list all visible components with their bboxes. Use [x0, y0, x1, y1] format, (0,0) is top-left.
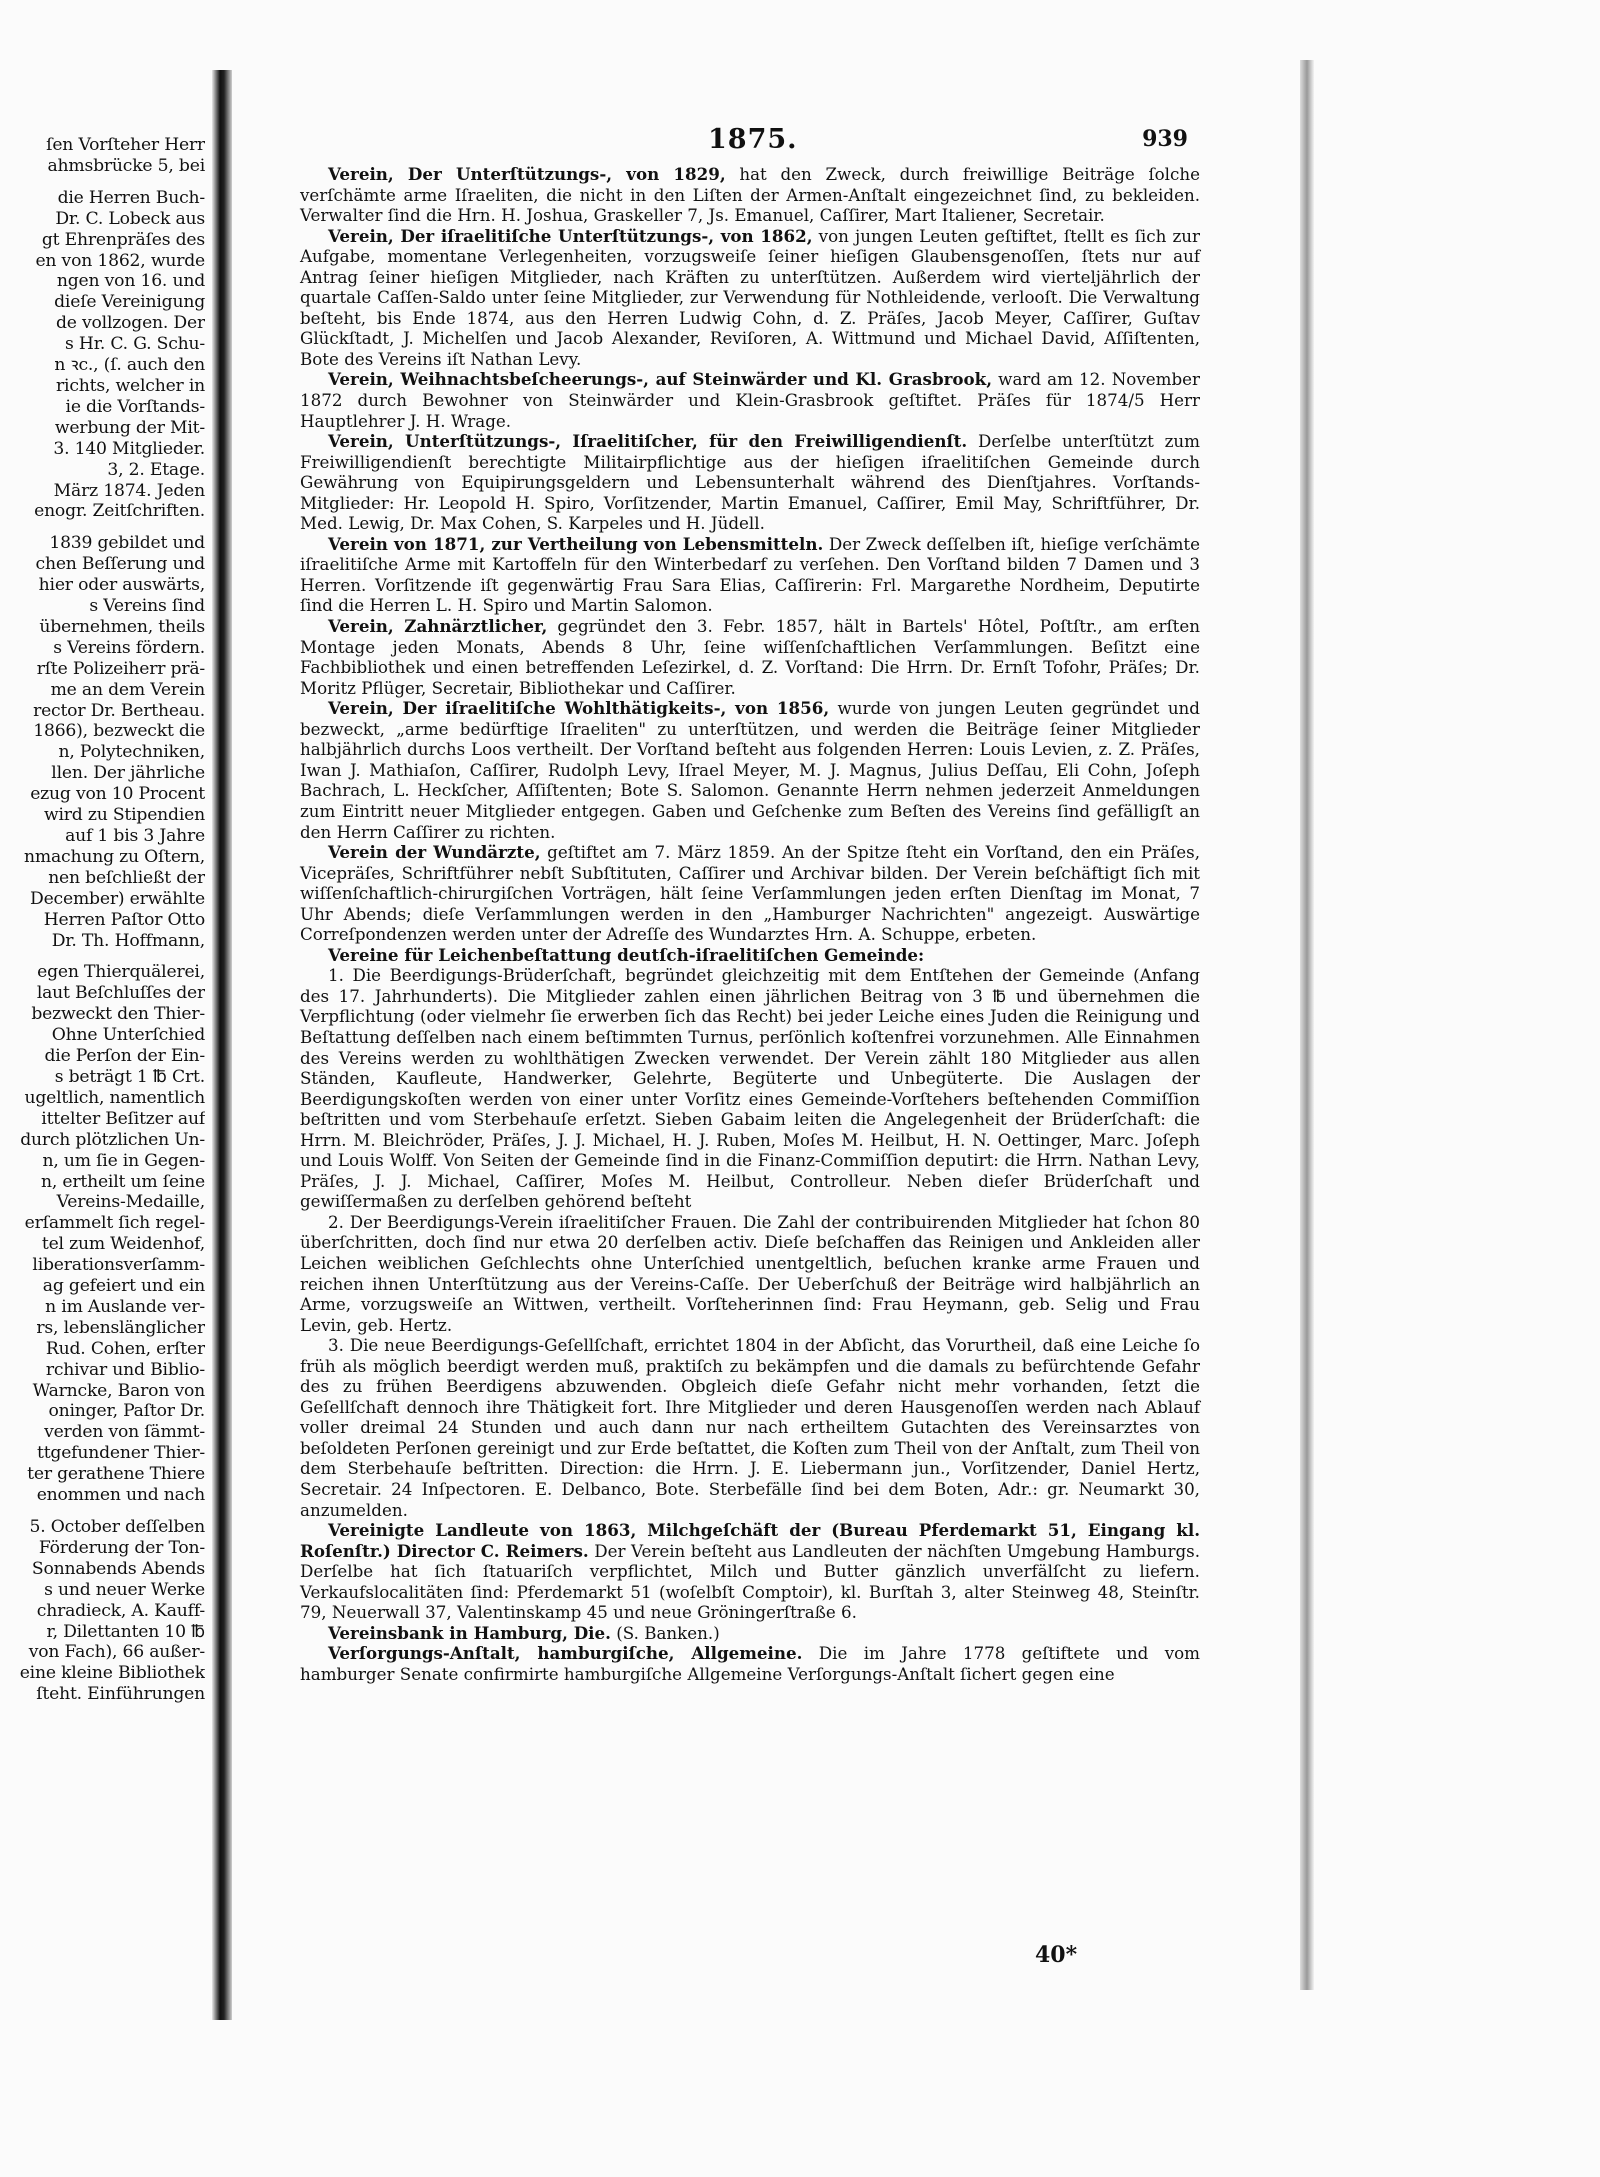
entry-paragraph — [300, 431, 1200, 534]
left-page-line: hier oder auswärts, — [38, 575, 205, 596]
entry-paragraph — [300, 842, 1200, 945]
left-page-line: Vereins-Medaille, — [56, 1192, 205, 1213]
entry-paragraph — [300, 369, 1200, 431]
left-page-line: gt Ehrenpräſes des — [41, 229, 205, 250]
left-page-line: von Fach), 66 außer- — [28, 1642, 205, 1663]
left-page-line — [0, 951, 205, 962]
left-page-line: s beträgt 1 ℔ Crt. — [54, 1066, 205, 1087]
left-page-line: enommen und nach — [36, 1485, 205, 1506]
left-page-line — [0, 522, 205, 533]
left-page-line: 5. October deſſelben — [29, 1517, 205, 1537]
entry-paragraph — [300, 1520, 1200, 1623]
entry-text: geſtiftet am 7. März 1859. An der Spitze ſteht ein Vorſtand, den ein Präſes, Vicepräſes, Schriftführer nebſt Subſtituten, Caſſirer und Archivar bilden. Der Verein beſchäftigt ſich mit wiſſenſchaftlich-chirurgiſchen Vorträgen, hält ſeine Verſammlungen jeden erſten Dienſtag im Monat, 7 Uhr Abends; dieſe Verſammlungen werden in den „Hamburger Nachrichten" angezeigt. Auswärtige Correſpondenzen werden unter der Adreſſe des Wundarztes Hrn. A. Schuppe, erbeten. — [300, 842, 1200, 945]
left-page-line: nmachung zu Oſtern, — [24, 846, 205, 867]
left-page-line: nen beſchließt der — [48, 867, 205, 888]
left-page-line: ter gerathene Thiere — [27, 1464, 205, 1485]
left-page-line: auf 1 bis 3 Jahre — [65, 826, 205, 846]
left-page-line: s und neuer Werke — [44, 1579, 205, 1600]
left-page-line: Dr. C. Lobeck aus — [55, 208, 205, 229]
left-page-line: ahmsbrücke 5, bei — [47, 155, 205, 176]
entry-text: ward am 12. November 1872 durch Bewohner von Steinwärder und Klein-Grasbrook geſtiftet. Präſes für 1874/5 Herr Hauptlehrer J. H. Wrage. — [300, 369, 1201, 431]
left-page-line: rector Dr. Bertheau. — [33, 700, 205, 721]
entry-paragraph — [300, 1335, 1200, 1520]
entry-text: Derſelbe unterſtützt zum Freiwilligendienſt berechtigte Militairpflichtige aus der hieſigen iſraelitiſchen Gemeinde durch Gewährung von Equipirungsgeldern und Lebensunterhalt während des Dienſtjahres. Vorſtands-Mitglieder: Hr. Leopold H. Spiro, Vorſitzender, Martin Emanuel, Caſſirer, Emil May, Schriftführer, Dr. Med. Lewig, Dr. Max Cohen, S. Karpeles und H. Jüdell. — [300, 431, 1201, 534]
left-page-line: werbung der Mit- — [54, 417, 205, 438]
entry-text: (S. Banken.) — [610, 1622, 720, 1643]
left-page-line: ag gefeiert und ein — [42, 1276, 205, 1297]
page-edge — [1300, 60, 1314, 1990]
entry-paragraph — [300, 226, 1200, 370]
left-page-line: 3. 140 Mitglieder. — [53, 438, 205, 459]
left-page-line: laut Beſchluſſes der — [36, 983, 205, 1004]
left-page-line: dieſe Vereinigung — [54, 292, 205, 313]
entry-text: hat den Zweck, durch freiwillige Beiträge ſolche verſchämte arme Iſraeliten, die nicht in den Liſten der Armen-Anſtalt eingezeichnet ſind, zu bekleiden. Verwalter ſind die Hrn. H. Joshua, Graskeller 7, Js. Emanuel, Caſſirer, Mart Italiener, Secretair. — [300, 164, 1200, 226]
left-page-line: eine kleine Bibliothek — [19, 1663, 205, 1684]
left-page-fragment — [0, 135, 205, 1995]
left-page-line: oninger, Paſtor Dr. — [48, 1401, 205, 1422]
entry-text: gegründet den 3. Febr. 1857, hält in Bartels' Hôtel, Poſtſtr., am erſten Montage jeden Monats, Abends 8 Uhr, ſeine wiſſenſchaftlichen Verſammlungen. Beſitzt eine Fachbibliothek und einen betreffenden Leſezirkel, d. Z. Vorſtand: Die Hrrn. Dr. Ernſt Tofohr, Präſes; Dr. Moritz Pflüger, Secretair, Bibliothekar und Caſſirer. — [300, 616, 1200, 698]
entry-heading: Vereinsbank in Hamburg, Die. — [328, 1622, 611, 1643]
entry-paragraph — [300, 164, 1200, 226]
left-page-line: llen. Der jährliche — [51, 763, 205, 784]
left-page-line: bezweckt den Thier- — [31, 1004, 205, 1025]
entry-text: Die im Jahre 1778 geſtiftete und vom hamburger Senate confirmirte hamburgiſche Allgemeine Verſorgungs-Anſtalt ſichert gegen eine — [300, 1643, 1200, 1684]
entry-text: 3. Die neue Beerdigungs-Geſellſchaft, errichtet 1804 in der Abſicht, das Vorurtheil, daß eine Leiche ſo früh als möglich beerdigt werden muß, praktiſch zu bekämpfen und die damals zu befürchtende Gefahr des zu frühen Beerdigens abzuwenden. Obgleich dieſe Gefahr nicht mehr vorhanden, ſetzt die Geſellſchaft dennoch ihre Thätigkeit fort. Ihre Mitglieder und deren Hausgenoſſen werden nach Ablauf voller dreimal 24 Stunden und auch dann nur nach ertheiltem Gutachten des Vereinsarztes von beſoldeten Perſonen gereinigt und zur Erde beſtattet, die Koſten zum Theil von der Anſtalt, zum Theil von dem Sterbehauſe beſtritten. Direction: die Hrrn. J. E. Liebermann jun., Vorſitzender, Daniel Hertz, Secretair. 24 Inſpectoren. E. Delbanco, Bote. Sterbefälle ſind bei dem Boten, Adr.: gr. Neumarkt 30, anzumelden. — [300, 1335, 1200, 1520]
left-page-line: s Vereins fördern. — [53, 637, 205, 658]
entry-heading: Vereine für Leichenbeſtattung deutſch-iſraelitiſchen Gemeinde: — [328, 944, 925, 965]
page-body — [300, 164, 1200, 1684]
entry-paragraph — [300, 1212, 1200, 1335]
entry-heading: Vereinigte Landleute von 1863, Milchgeſchäft der (Bureau Pferdemarkt 51, Eingang kl. Roſenſtr.) Director C. Reimers. — [300, 1520, 1200, 1561]
left-page-line: 1866), bezweckt die — [33, 721, 205, 742]
left-page-line: s Vereins ſind — [89, 596, 205, 617]
left-page-line: s Hr. C. G. Schu- — [65, 334, 205, 355]
left-page-line: 1839 gebildet und — [49, 533, 205, 554]
left-page-line: n im Auslande ver- — [45, 1296, 205, 1317]
left-page-line: en von 1862, wurde — [35, 250, 205, 271]
left-page-line: Förderung der Ton- — [38, 1537, 205, 1558]
right-page — [300, 120, 1200, 1684]
entry-text: 1. Die Beerdigungs-Brüderſchaft, begründet gleichzeitig mit dem Entſtehen der Gemeinde (Anfang des 17. Jahrhunderts). Die Mitglieder zahlen einen jährlichen Beitrag von 3 ℔ und übernehmen die Verpflichtung (oder vielmehr ſie erwerben ſich das Recht) bei jeder Leiche eines Juden die Reinigung und Beſtattung deſſelben nach einem beſtimmten Turnus, perſönlich koſtenfrei vorzunehmen. Alle Einnahmen des Vereins werden zu wohlthätigen Zwecken verwendet. Der Verein zählt 180 Mitglieder aus allen Ständen, Kaufleute, Handwerker, Gelehrte, Begüterte und Unbegüterte. Die Auslagen der Beerdigungskoſten werden von einer unter Vorſitz eines Gemeinde-Vorſtehers beſtehenden Commiſſion beſtritten und vom Sterbehauſe erſetzt. Sieben Gabaim leiten die Angelegenheit der Brüderſchaft: die Hrrn. M. Bleichröder, Präſes, J. J. Michael, H. J. Ruben, Moſes M. Heilbut, H. N. Oettinger, Marc. Joſeph und Louis Wolff. Von Seiten der Gemeinde ſind in die Finanz-Commiſſion deputirt: die Hrrn. Nathan Levy, Präſes, J. J. Michael, Caſſirer, Moſes M. Heilbut, Controlleur. Neben dieſer Brüderſchaft und gewiſſermaßen zu derſelben gehörend beſteht — [300, 965, 1200, 1212]
signature-mark: 40* — [1035, 1942, 1078, 1968]
left-page-line: Warncke, Baron von — [32, 1380, 205, 1401]
left-page-line: ſen Vorſteher Herr — [46, 135, 205, 155]
left-page-line: Dr. Th. Hoffmann, — [51, 930, 205, 951]
left-page-line: n, Polytechniken, — [58, 742, 205, 763]
entry-paragraph — [300, 1623, 1200, 1644]
left-page-line: enogr. Zeitſchriften. — [34, 501, 205, 522]
entry-text: 2. Der Beerdigungs-Verein iſraelitiſcher Frauen. Die Zahl der contribuirenden Mitglieder hat ſchon 80 überſchritten, doch ſind nur etwa 20 derſelben activ. Dieſe beſchaffen das Reinigen und Ankleiden aller Leichen weiblichen Geſchlechts ohne Unterſchied unentgeltlich, beſuchen kranke arme Frauen und reichen ihnen Unterſtützung aus der Vereins-Caſſe. Der Ueberſchuß der Beiträge wird halbjährlich an Arme, vorzugsweiſe an Wittwen, vertheilt. Vorſteherinnen ſind: Frau Heymann, geb. Selig und Frau Levin, geb. Hertz. — [300, 1211, 1200, 1335]
left-page-line: ezug von 10 Procent — [30, 784, 205, 805]
left-page-line: chradieck, A. Kauff- — [36, 1600, 205, 1621]
left-page-line: December) erwählte — [30, 888, 205, 909]
entry-text: Der Zweck deſſelben iſt, hieſige verſchämte iſraelitiſche Arme mit Kartoffeln für den Winterbedarf zu verſehen. Den Vorſtand bilden 7 Damen und 3 Herren. Vorſitzende iſt gegenwärtig Frau Sara Elias, Caſſirerin: Frl. Margarethe Nordheim, Deputirte ſind die Herren L. H. Spiro und Martin Salomon. — [300, 533, 1200, 616]
entry-text: Der Verein beſteht aus Landleuten der nächſten Umgebung Hamburgs. Derſelbe hat ſich ſtatuariſch verpflichtet, Milch und Butter gänzlich unverfälſcht zu liefern. Verkaufslocalitäten ſind: Pferdemarkt 51 (woſelbſt Comptoir), kl. Burſtah 3, alter Steinweg 48, Steinſtr. 79, Neuerwall 37, Valentinskamp 45 und neue Gröningerſtraße 6. — [300, 1540, 1201, 1623]
left-page-line: verden von ſämmt- — [44, 1422, 205, 1443]
entry-text: wurde von jungen Leuten gegründet und bezweckt, „arme bedürftige Iſraeliten" zu unterſtützen, und werden die Beiträge ſeiner Mitglieder halbjährlich durchs Loos vertheilt. Der Vorſtand beſteht aus folgenden Herren: Louis Levien, z. Z. Präſes, Iwan J. Mathiaſon, Caſſirer, Rudolph Levy, Iſrael Meyer, M. J. Magnus, Julius Deſſau, Eli Cohn, Joſeph Bachrach, L. Heckſcher, Aſſiſtenten; Bote S. Salomon. Genannte Herrn nehmen jederzeit Anmeldungen zum Eintritt neuer Mitglieder entgegen. Gaben und Geſchenke zum Beſten des Vereins ſind gefälligſt an den Herrn Caſſirer zu richten. — [300, 698, 1200, 842]
entry-heading: Verein von 1871, zur Vertheilung von Lebensmitteln. — [328, 533, 824, 554]
entry-heading: Verein, Zahnärztlicher, — [328, 616, 548, 637]
left-page-line: durch plötzlichen Un- — [20, 1129, 205, 1150]
entry-heading: Verſorgungs-Anſtalt, hamburgiſche, Allgemeine. — [328, 1643, 803, 1664]
left-page-line — [0, 1506, 205, 1517]
left-page-line — [0, 177, 205, 188]
left-page-line: 3, 2. Etage. — [107, 459, 205, 480]
entry-text: von jungen Leuten geſtiftet, ſtellt es ſich zur Aufgabe, momentane Verlegenheiten, vorzugsweiſe ſeiner hieſigen Glaubensgenoſſen, ſtets nur auf Antrag ſeiner hieſigen Mitglieder, nach Kräften zu unterſtützen. Außerdem wird vierteljährlich der quartale Caſſen-Saldo unter ſeine Mitglieder, zur Verwendung für Nothleidende, verlooſt. Die Verwaltung beſteht, bis Ende 1874, aus den Herren Ludwig Cohn, d. Z. Präſes, Jacob Meyer, Caſſirer, Guſtav Glückſtadt, J. Michelſen und Jacob Alexander, Reviſoren, A. Wittmund und Michael David, Aſſiſtenten, Bote des Vereins iſt Nathan Levy. — [300, 225, 1200, 369]
left-page-line: Rud. Cohen, erſter — [45, 1338, 205, 1359]
left-page-line: egen Thierquälerei, — [37, 962, 205, 983]
page-year: 1875. — [708, 124, 798, 155]
left-page-line: wird zu Stipendien — [43, 805, 205, 826]
left-page-line: n ꝛc., (ſ. auch den — [54, 355, 205, 376]
left-page-line: n, um ſie in Gegen- — [42, 1150, 205, 1171]
left-page-line: ngen von 16. und — [56, 271, 205, 292]
entry-heading: Verein, Der iſraelitiſche Wohlthätigkeits-, von 1856, — [328, 698, 830, 719]
entry-heading: Verein, Unterſtützungs-, Iſraelitiſcher, für den Freiwilligendienſt. — [328, 431, 968, 452]
left-page-line: ttgefundener Thier- — [36, 1443, 205, 1464]
book-gutter — [212, 70, 232, 2020]
page-number: 939 — [1142, 126, 1188, 152]
left-page-line: Herren Paſtor Otto — [43, 909, 205, 930]
left-page-line: die Herren Buch- — [57, 187, 205, 208]
left-page-line: ſteht. Einführungen — [36, 1684, 205, 1705]
left-page-line: chen Beſſerung und — [35, 554, 205, 575]
left-page-line: rs, lebenslänglicher — [36, 1317, 205, 1338]
left-page-line: de vollzogen. Der — [55, 313, 205, 334]
entry-paragraph — [300, 945, 1200, 966]
left-page-line: übernehmen, theils — [39, 616, 205, 637]
left-page-line: die Perſon der Ein- — [44, 1046, 205, 1067]
left-page-line: ie die Vorſtands- — [65, 396, 205, 417]
entry-heading: Verein, Weihnachtsbeſcheerungs-, auf Steinwärder und Kl. Grasbrook, — [328, 369, 993, 390]
left-page-line: Sonnabends Abends — [31, 1558, 205, 1579]
left-page-line: März 1874. Jeden — [53, 480, 205, 501]
entry-heading: Verein, Der Unterſtützungs-, von 1829, — [328, 164, 726, 184]
entry-paragraph — [300, 965, 1200, 1212]
left-page-line: rchivar und Biblio- — [45, 1359, 205, 1380]
entry-paragraph — [300, 534, 1200, 616]
entry-heading: Verein, Der iſraelitiſche Unterſtützungs-, von 1862, — [328, 225, 813, 246]
left-page-line: ugeltlich, namentlich — [24, 1087, 205, 1108]
entry-paragraph — [300, 1643, 1200, 1684]
entry-paragraph — [300, 616, 1200, 698]
left-page-line: richts, welcher in — [56, 375, 205, 396]
left-page-line: rſte Polizeiherr prä- — [36, 658, 205, 679]
left-page-line: ittelter Beſitzer auf — [41, 1108, 205, 1129]
entry-heading: Verein der Wundärzte, — [328, 842, 541, 863]
left-page-line: erſammelt ſich regel- — [24, 1213, 205, 1234]
left-page-line: Ohne Unterſchied — [51, 1025, 205, 1046]
left-page-line: liberationsverſamm- — [32, 1255, 205, 1276]
entry-paragraph — [300, 698, 1200, 842]
page-header — [300, 120, 1200, 164]
left-page-line: r, Dilettanten 10 ℔ — [46, 1621, 205, 1642]
left-page-line: tel zum Weidenhof, — [41, 1234, 205, 1255]
left-page-line: me an dem Verein — [50, 679, 205, 700]
left-page-line: n, ertheilt um ſeine — [41, 1171, 205, 1192]
